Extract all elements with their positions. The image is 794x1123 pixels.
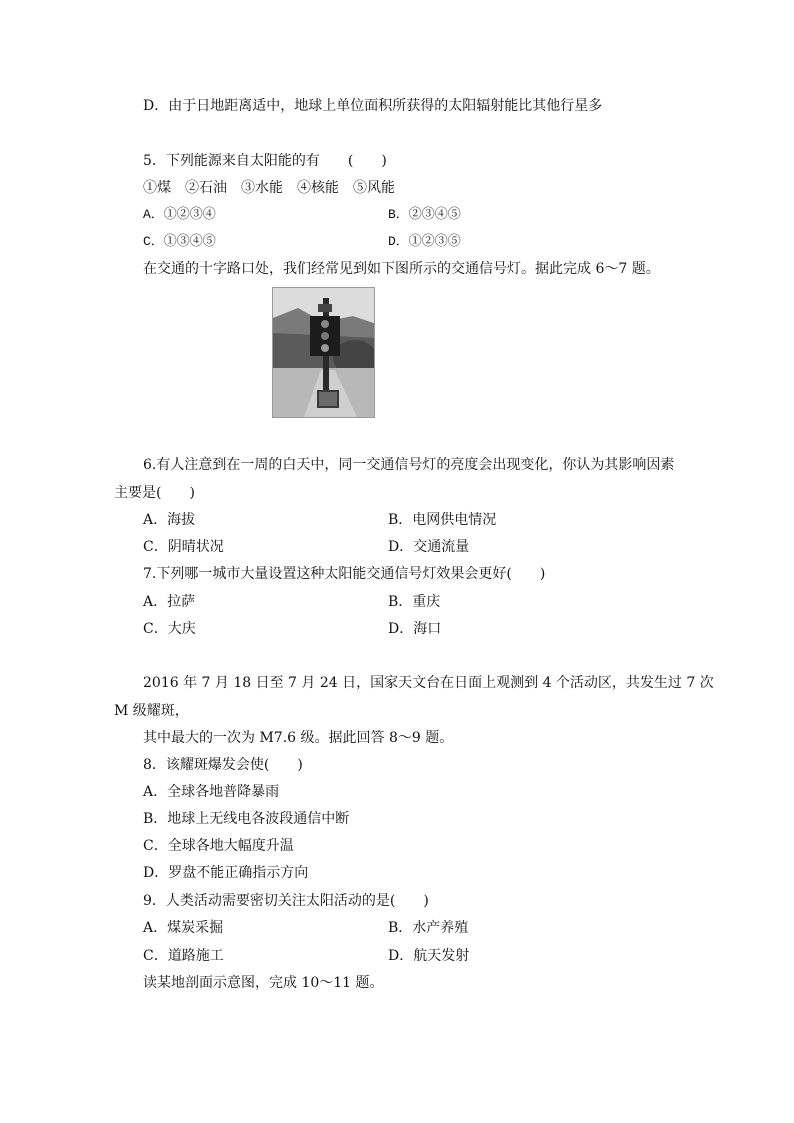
q6-option-d: D．交通流量 <box>388 539 470 555</box>
intro-8-9-line3: 其中最大的一次为 M7.6 级。据此回答 8～9 题。 <box>143 730 454 746</box>
q6-option-a: A．海拔 <box>143 512 196 528</box>
q7-option-d: D．海口 <box>388 621 442 637</box>
q8-option-b: B．地球上无线电各波段通信中断 <box>143 811 350 827</box>
q4-option-d: D．由于日地距离适中，地球上单位面积所获得的太阳辐射能比其他行星多 <box>143 98 603 114</box>
q5-option-d: D．①②③⑤ <box>388 234 461 249</box>
traffic-light-image <box>273 288 375 418</box>
q9-option-c: C．道路施工 <box>143 948 224 964</box>
q7-option-a: A．拉萨 <box>143 594 196 610</box>
intro-10-11: 读某地剖面示意图，完成 10～11 题。 <box>143 975 384 991</box>
q5-option-a: A．①②③④ <box>143 207 216 222</box>
q6-option-c: C．阴晴状况 <box>143 539 224 555</box>
q5-stem: 5．下列能源来自太阳能的有 ( ) <box>143 153 387 169</box>
q7-stem: 7.下列哪一城市大量设置这种太阳能交通信号灯效果会更好( ) <box>143 566 546 582</box>
q6-option-b: B．电网供电情况 <box>388 512 497 528</box>
q8-option-c: C．全球各地大幅度升温 <box>143 838 294 854</box>
q6-stem-line2: 主要是( ) <box>114 485 195 501</box>
q8-option-a: A．全球各地普降暴雨 <box>143 784 280 800</box>
intro-8-9-line1: 2016 年 7 月 18 日至 7 月 24 日，国家天文台在日面上观测到 4 个活动区，共发生过 7 次 <box>143 675 714 691</box>
q5-option-b: B．②③④⑤ <box>388 207 461 222</box>
q6-stem-line1: 6.有人注意到在一周的白天中，同一交通信号灯的亮度会出现变化，你认为其影响因素 <box>143 457 675 473</box>
q5-option-c: C．①③④⑤ <box>143 234 216 249</box>
q9-stem: 9．人类活动需要密切关注太阳活动的是( ) <box>143 893 429 909</box>
q9-option-d: D．航天发射 <box>388 948 470 964</box>
q9-option-b: B．水产养殖 <box>388 920 469 936</box>
intro-6-7: 在交通的十字路口处，我们经常见到如下图所示的交通信号灯。据此完成 6～7 题。 <box>143 261 660 277</box>
q9-option-a: A．煤炭采掘 <box>143 920 224 936</box>
traffic-light-photo <box>272 287 375 418</box>
q7-option-b: B．重庆 <box>388 594 441 610</box>
q8-stem: 8．该耀斑爆发会使( ) <box>143 757 303 773</box>
q8-option-d: D．罗盘不能正确指示方向 <box>143 865 309 881</box>
q7-option-c: C．大庆 <box>143 621 196 637</box>
intro-8-9-line2: M 级耀斑， <box>114 703 189 719</box>
q5-items: ①煤 ②石油 ③水能 ④核能 ⑤风能 <box>143 180 395 196</box>
